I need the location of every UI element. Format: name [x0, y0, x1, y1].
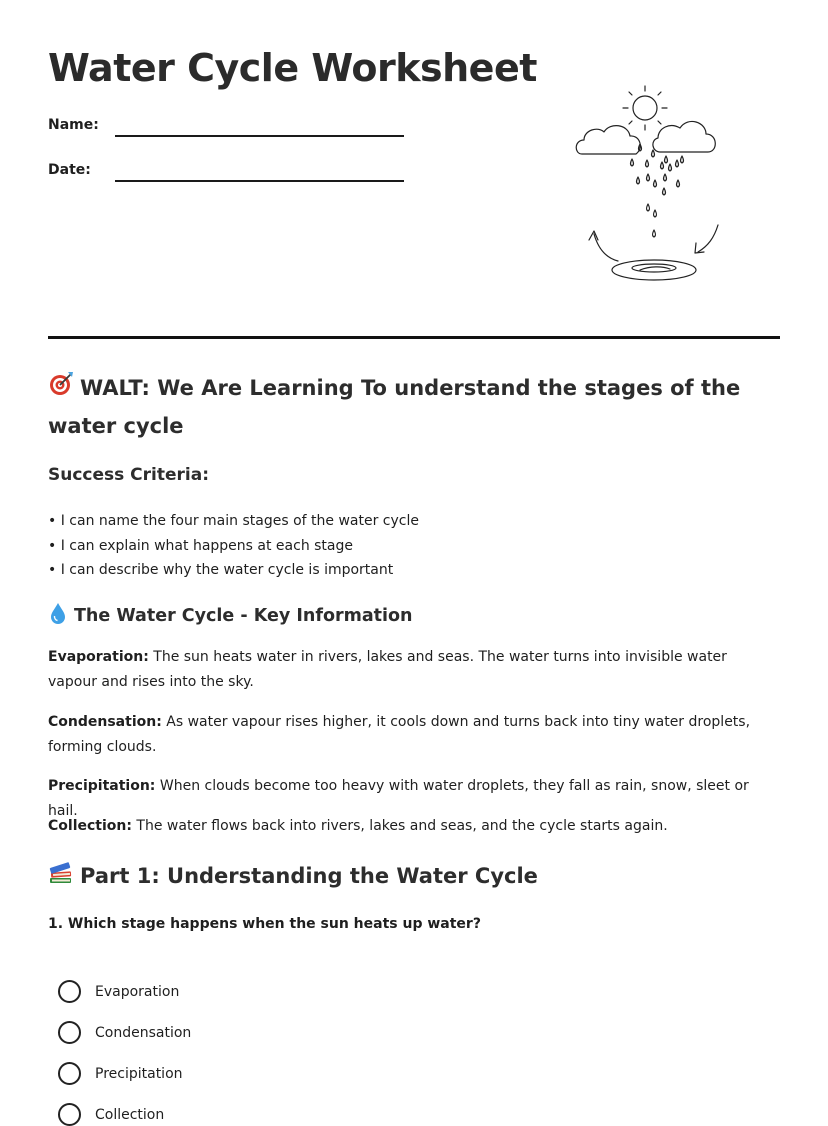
name-field-row [48, 117, 404, 133]
date-label: Date: [48, 162, 91, 178]
walt-heading [48, 370, 780, 445]
stage-condensation [48, 710, 780, 759]
left-cloud-icon [576, 126, 640, 154]
option-collection[interactable] [58, 1103, 164, 1126]
name-field[interactable] [115, 118, 404, 137]
puddle-icon [612, 260, 696, 280]
option-label: Evaporation [95, 983, 180, 1000]
radio-button[interactable] [58, 1103, 81, 1126]
radio-button[interactable] [58, 1062, 81, 1085]
right-arrow-icon [698, 225, 718, 252]
option-condensation[interactable] [58, 1021, 191, 1044]
stage-description: As water vapour rises higher, it cools down and turns back into tiny water droplets, forming clouds. [48, 714, 751, 755]
date-field[interactable] [115, 163, 404, 182]
part1-heading [48, 861, 538, 890]
list-item: • I can explain what happens at each stage [48, 537, 353, 554]
radio-button[interactable] [58, 980, 81, 1003]
stage-term: Condensation: [48, 714, 162, 730]
key-information-title: The Water Cycle - Key Information [74, 605, 413, 626]
option-precipitation[interactable] [58, 1062, 183, 1085]
option-label: Collection [95, 1106, 165, 1123]
walt-text: WALT: We Are Learning To understand the stages of the water cycle [48, 376, 741, 438]
stage-term: Collection: [48, 818, 132, 834]
stage-term: Precipitation: [48, 778, 156, 794]
stage-description: The sun heats water in rivers, lakes and seas. The water turns into invisible water vapour and rises into the sky. [48, 649, 727, 690]
radio-button[interactable] [58, 1021, 81, 1044]
sun-icon [623, 86, 667, 130]
list-item: • I can describe why the water cycle is important [48, 562, 394, 578]
key-information-heading [48, 602, 413, 629]
stage-term: Evaporation: [48, 649, 149, 665]
stage-description: When clouds become too heavy with water droplets, they fall as rain, snow, sleet or hail. [48, 778, 749, 819]
list-item: • I can name the four main stages of the water cycle [48, 513, 419, 529]
option-label: Condensation [95, 1024, 192, 1041]
date-field-row [48, 162, 404, 178]
option-evaporation[interactable] [58, 980, 179, 1003]
section-divider [48, 336, 780, 339]
question-1: 1. Which stage happens when the sun heats up water? [48, 916, 481, 932]
water-cycle-illustration [558, 80, 728, 290]
left-arrowhead-icon [589, 231, 598, 240]
right-cloud-icon [653, 121, 715, 152]
books-icon [48, 861, 74, 890]
stage-collection [48, 814, 780, 839]
page-title: Water Cycle Worksheet [48, 46, 537, 90]
option-label: Precipitation [95, 1065, 183, 1082]
stage-description: The water flows back into rivers, lakes and seas, and the cycle starts again. [136, 818, 668, 834]
name-label: Name: [48, 117, 99, 133]
target-dart-icon [48, 370, 74, 408]
water-drop-icon [48, 602, 68, 629]
part1-title: Part 1: Understanding the Water Cycle [80, 863, 538, 888]
success-criteria-heading: Success Criteria: [48, 465, 210, 485]
success-criteria-list [48, 509, 419, 583]
stage-evaporation [48, 645, 780, 694]
rain-drops-icon [631, 144, 684, 237]
